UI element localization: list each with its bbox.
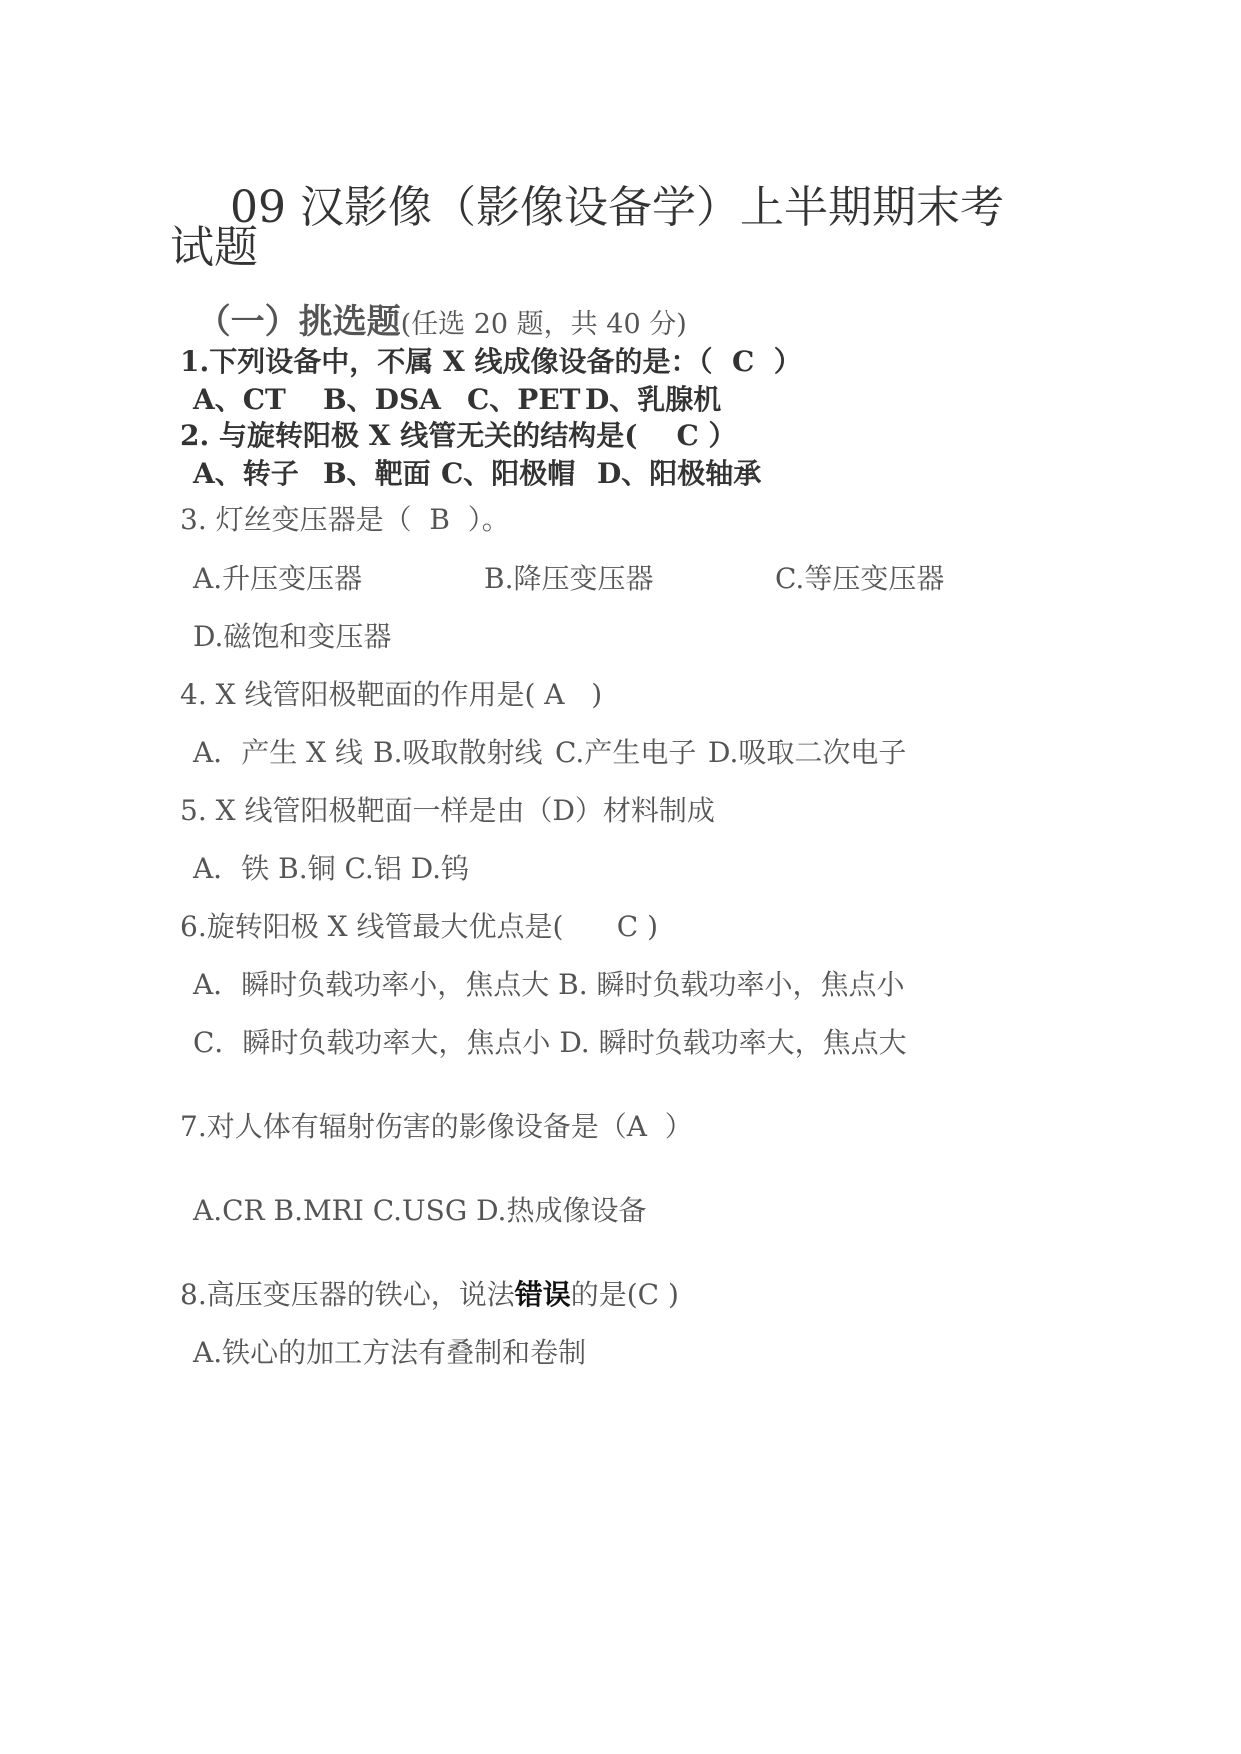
question-8-emphasis: 错误 (514, 1278, 571, 1311)
question-4-text: 4. X 线管阳极靶面的作用是( A ) (180, 678, 603, 711)
question-3-option-d: D.磁饱和变压器 (193, 620, 392, 653)
question-8-options: A.铁心的加工方法有叠制和卷制 (193, 1336, 587, 1369)
question-3-option-a: A.升压变压器 (193, 562, 363, 595)
question-2-option-d: D、阳极轴承 (597, 457, 762, 490)
question-4-option-b: B.吸取散射线 (373, 736, 543, 769)
section-heading (175, 271, 687, 342)
question-4-option-d: D.吸取二次电子 (708, 736, 907, 769)
question-6-text: 6.旋转阳极 X 线管最大优点是( C ) (180, 910, 659, 943)
question-1-option-a: A、CT (193, 383, 286, 416)
question-4-option-a: A．产生 X 线 (193, 736, 363, 769)
question-3-option-b: B.降压变压器 (484, 562, 654, 595)
document-title-line-2: 试题 (170, 222, 258, 273)
section-title: （一）挑选题 (196, 302, 401, 342)
question-1-text: 1.下列设备中，不属 X 线成像设备的是：（ C ） (180, 345, 802, 378)
question-1-option-b: B、DSA (323, 383, 441, 416)
question-5-options: A．铁 B.铜 C.铝 D.钨 (193, 852, 470, 885)
question-5-text: 5. X 线管阳极靶面一样是由（D）材料制成 (180, 794, 715, 827)
question-8-text (180, 1278, 679, 1311)
question-8-text-before: 8.高压变压器的铁心，说法 (180, 1278, 515, 1311)
question-3-text: 3. 灯丝变压器是（ B ）。 (180, 503, 510, 536)
question-2-option-a: A、转子 (193, 457, 299, 490)
question-3-option-c: C.等压变压器 (775, 562, 945, 595)
question-6-options-line-2: C．瞬时负载功率大，焦点小 D. 瞬时负载功率大，焦点大 (193, 1026, 907, 1059)
question-2-option-b: B、靶面 (323, 457, 431, 490)
question-2-text: 2. 与旋转阳极 X 线管无关的结构是( C ） (180, 419, 737, 452)
section-note: (任选 20 题，共 40 分) (400, 309, 687, 340)
question-1-option-d: D、乳腺机 (585, 383, 722, 416)
question-1-option-c: C、PET (467, 383, 581, 416)
question-6-options-line-1: A．瞬时负载功率小，焦点大 B. 瞬时负载功率小，焦点小 (193, 968, 905, 1001)
question-7-options: A.CR B.MRI C.USG D.热成像设备 (193, 1194, 647, 1227)
document-title-line-1: 09 汉影像（影像设备学）上半期期末考 (230, 182, 1004, 233)
question-7-text: 7.对人体有辐射伤害的影像设备是（A ） (180, 1110, 693, 1143)
question-8-text-after: 的是(C ) (570, 1278, 679, 1311)
question-4-option-c: C.产生电子 (555, 736, 697, 769)
question-2-option-c: C、阳极帽 (441, 457, 576, 490)
